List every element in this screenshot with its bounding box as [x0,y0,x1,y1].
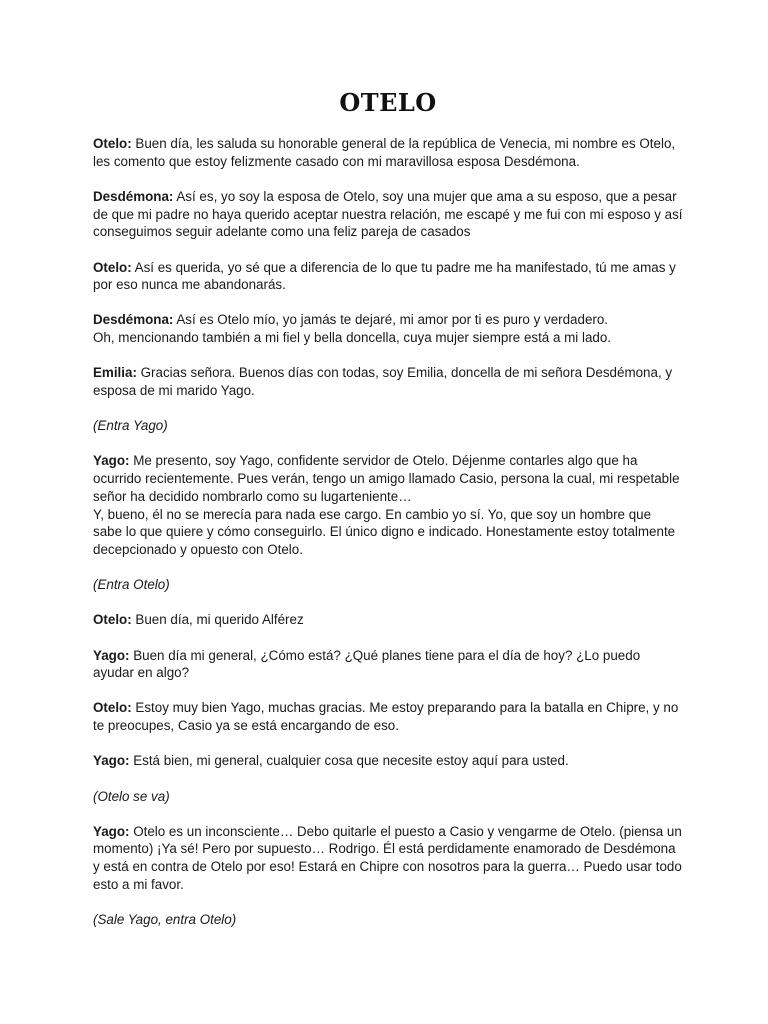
speaker-name: Desdémona: [93,312,174,328]
dialogue-text: Estoy muy bien Yago, muchas gracias. Me estoy preparando para la batalla en Chipre, y no te preocupes, Casio ya se está encargando de eso. [93,700,679,734]
dialogue-text: Así es querida, yo sé que a diferencia de lo que tu padre me ha manifestado, tú me amas y por eso nunca me abandonarás. [93,259,676,293]
dialogue-text: Gracias señora. Buenos días con todas, soy Emilia, doncella de mi señora Desdémona, y esposa de mi marido Yago. [93,365,673,399]
dialogue-otelo-2 [93,259,683,294]
dialogue-text: Está bien, mi general, cualquier cosa que necesite estoy aquí para usted. [133,753,569,769]
dialogue-text: Buen día, les saluda su honorable general de la república de Venecia, mi nombre es Otelo, les comento que estoy felizmente casado con mi maravillosa esposa Desdémona. [93,136,676,169]
dialogue-text: Así es Otelo mío, yo jamás te dejaré, mi amor por ti es puro y verdadero. [176,312,609,328]
stage-direction: (Entra Otelo) [93,577,170,593]
dialogue-yago-1 [93,452,683,558]
speaker-name: Yago: [93,647,130,663]
dialogue-emilia-1 [93,364,683,399]
dialogue-text: Y, bueno, él no se merecía para nada ese cargo. En cambio yo sí. Yo, que soy un hombre que sabe lo que quiere y cómo conseguirlo. El único digno e indicado. Honestamente estoy totalmente decepcionado y opuesto con Otelo. [93,506,676,557]
dialogue-desdemona-2 [93,311,683,346]
dialogue-otelo-1 [93,135,683,170]
speaker-name: Otelo: [93,259,132,275]
speaker-name: Yago: [93,453,130,469]
speaker-name: Otelo: [93,612,132,628]
dialogue-yago-3 [93,752,683,770]
speaker-name: Yago: [93,823,130,839]
speaker-name: Otelo: [93,700,132,716]
dialogue-text: Oh, mencionando también a mi fiel y bella doncella, cuya mujer siempre está a mi lado. [93,330,612,346]
dialogue-text: Buen día mi general, ¿Cómo está? ¿Qué planes tiene para el día de hoy? ¿Lo puedo ayudar en algo? [93,647,641,681]
dialogue-otelo-3 [93,611,683,629]
dialogue-text: Buen día, mi querido Alférez [135,612,304,628]
speaker-name: Yago: [93,753,130,769]
dialogue-desdemona-1 [93,188,683,241]
document-page [93,88,683,946]
dialogue-text: Así es, yo soy la esposa de Otelo, soy una mujer que ama a su esposo, que a pesar de que mi padre no haya querido aceptar nuestra relación, me escapé y me fui con mi esposo y así conseguimos seguir adelante como una feliz pareja de casados [93,188,683,240]
stage-direction: (Sale Yago, entra Otelo) [93,912,237,928]
dialogue-text: Otelo es un inconsciente… Debo quitarle el puesto a Casio y vengarme de Otelo. (piensa un momento) ¡Ya sé! Pero por supuesto… Rodrigo. Él está perdidamente enamorado de Desdémona y está en contra de Otelo por eso! Estará en Chipre con nosotros para la guerra… Puedo usar todo esto a mi favor. [93,823,682,892]
speaker-name: Otelo: [93,136,132,151]
speaker-name: Emilia: [93,365,137,381]
speaker-name: Desdémona: [93,188,174,204]
dialogue-text: Me presento, soy Yago, confidente servidor de Otelo. Déjenme contarles algo que ha ocurrido recientemente. Pues verán, tengo un amigo llamado Casio, persona la cual, mi respetable señor ha decidido nombrarlo como su lugarteniente… [93,453,680,504]
dialogue-yago-4 [93,823,683,894]
stage-direction: (Entra Yago) [93,418,168,434]
dialogue-yago-2 [93,647,683,682]
dialogue-otelo-4 [93,699,683,734]
stage-direction: (Otelo se va) [93,788,170,804]
document-title: OTELO [339,88,437,117]
